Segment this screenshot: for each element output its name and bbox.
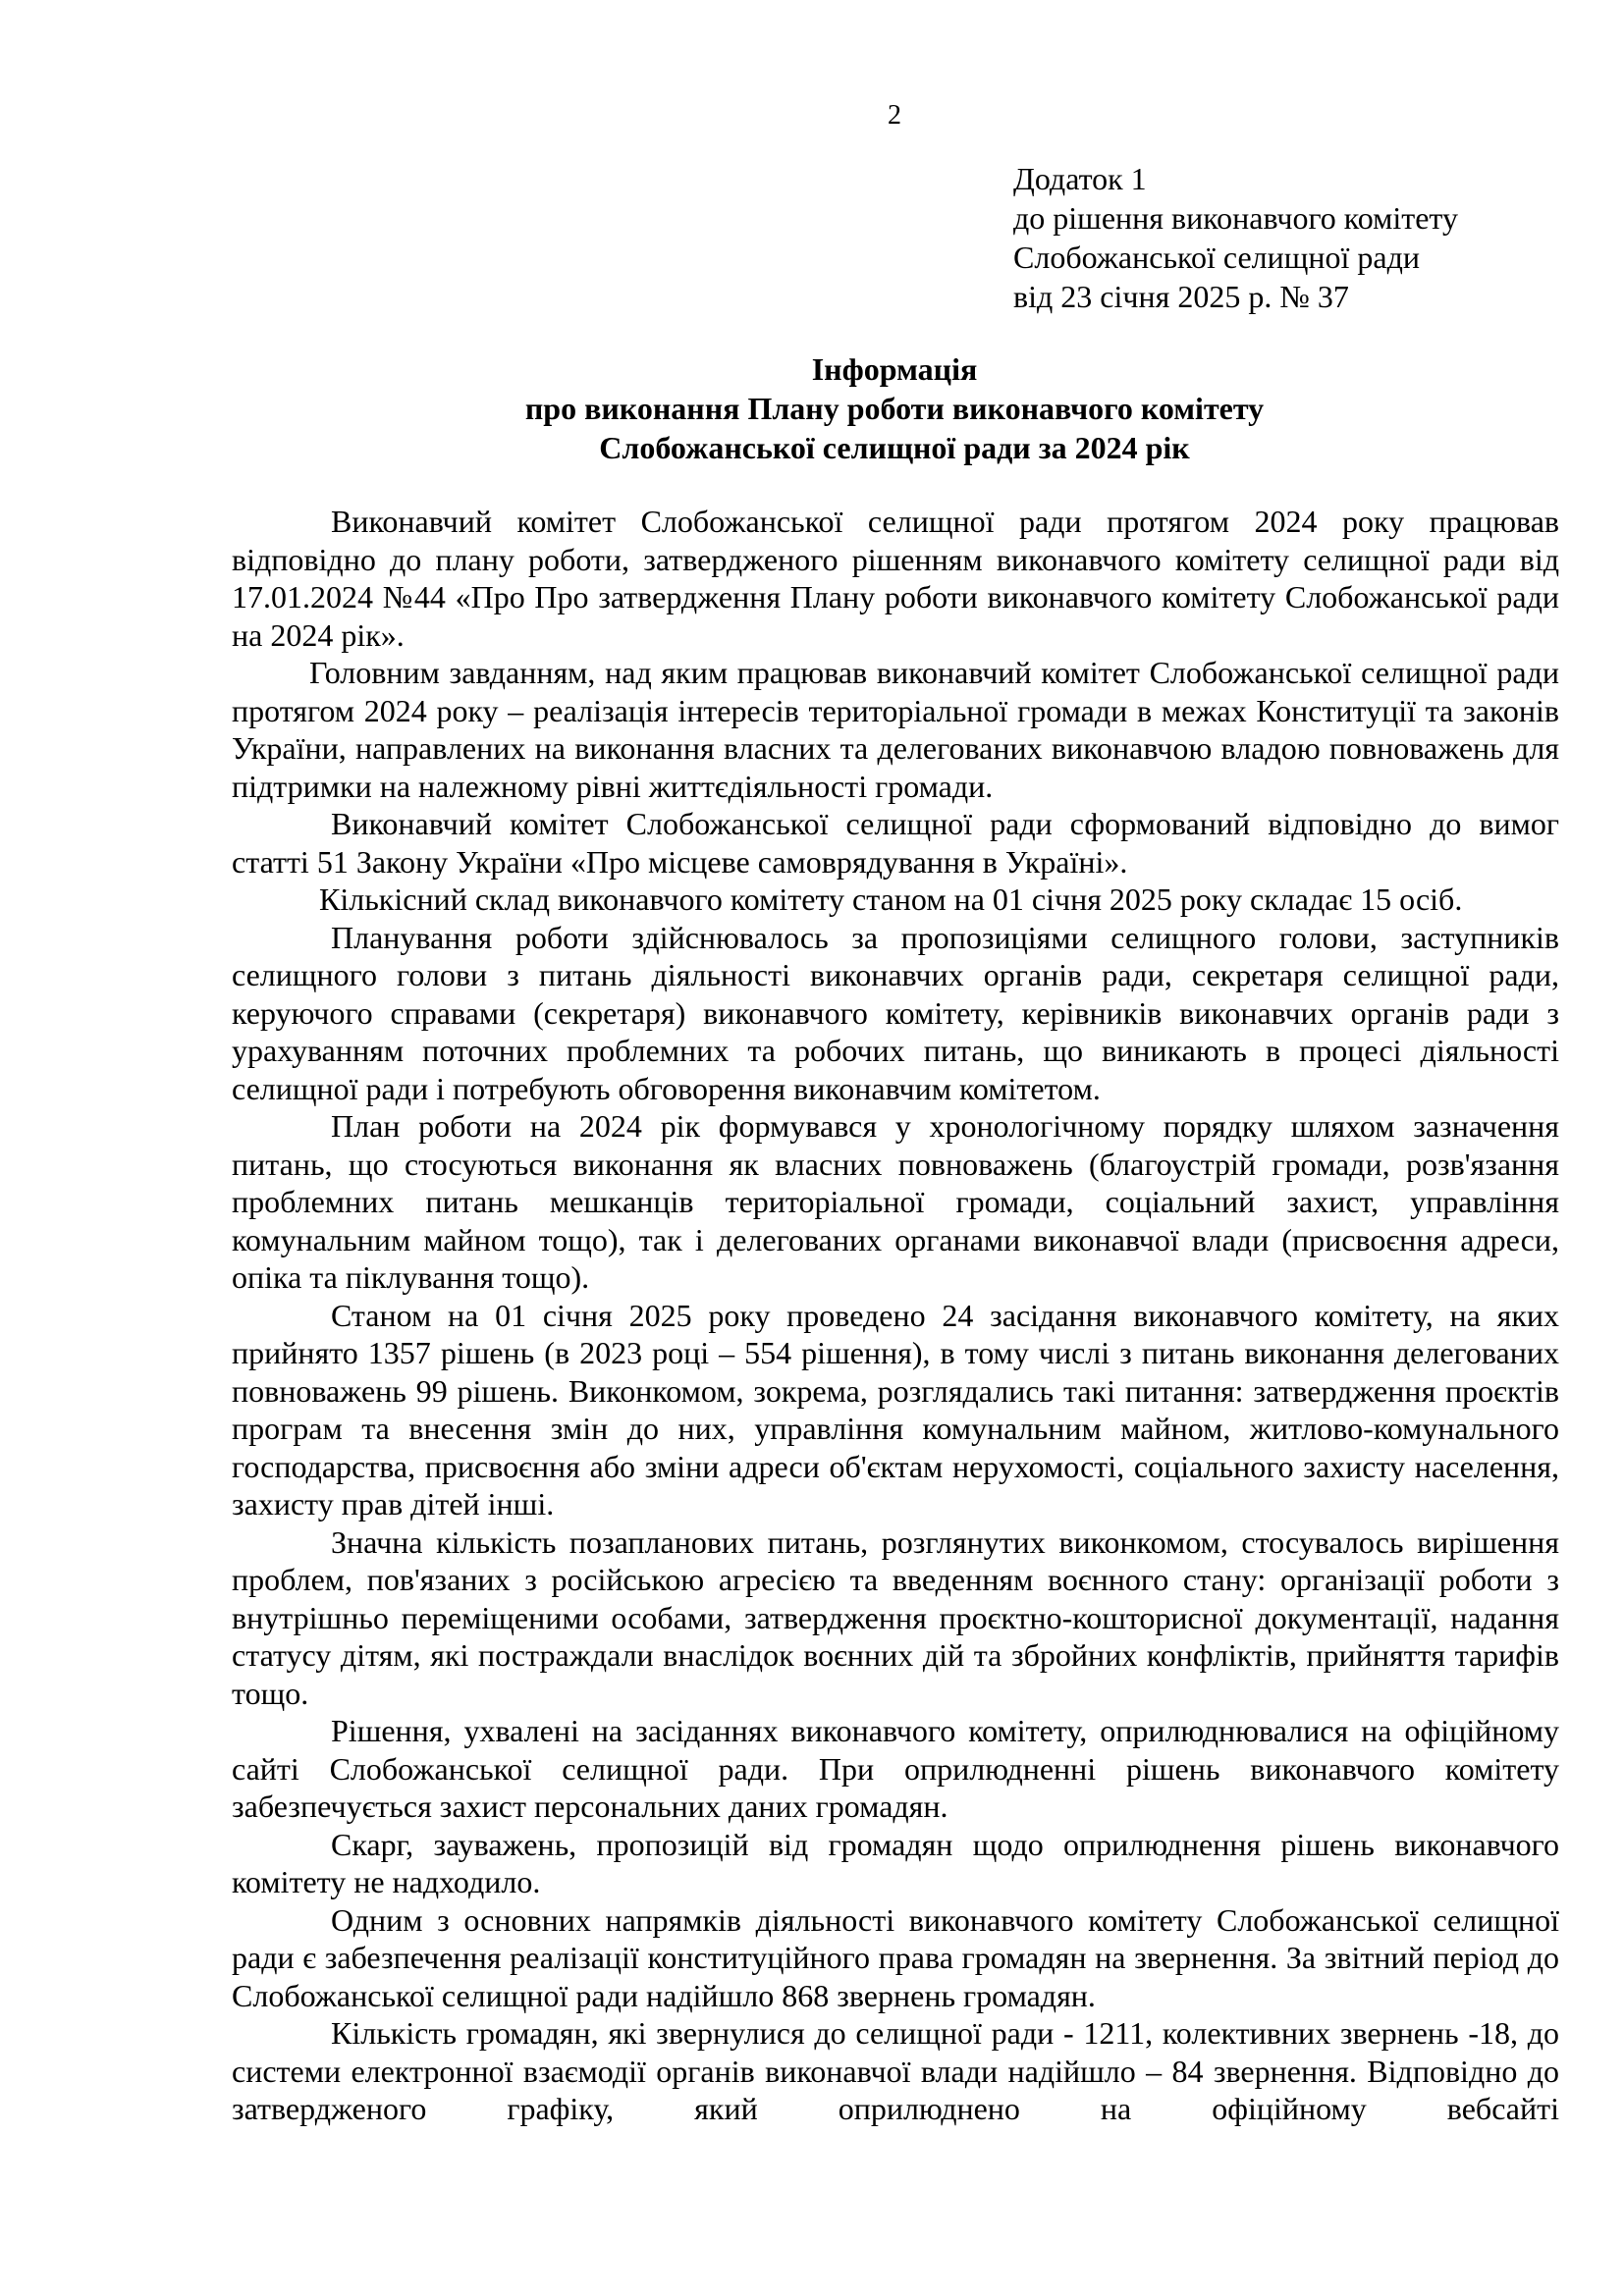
paragraph: Значна кількість позапланових питань, розглянутих виконкомом, стосувалось вирішення проблем, пов'язаних з російською агресією та введенням воєнного стану: організації роботи з внутрішньо переміщеними особами, затвердження проєктно-кошторисної документації, надання статусу дітям, які постраждали внаслідок воєнних дій та збройних конфліктів, прийняття тарифів тощо.	[232, 1523, 1559, 1711]
annex-title: Додаток 1	[1013, 161, 1147, 196]
paragraph: Головним завданням, над яким працював виконавчий комітет Слобожанської селищної ради протягом 2024 року – реалізація інтересів територіальної громади в межах Конституції та законів України, направлених на виконання власних та делегованих виконавчою владою повноважень для підтримки на належному рівні життєдіяльності громади.	[232, 655, 1559, 804]
document-title	[0, 349, 1624, 467]
paragraph: Виконавчий комітет Слобожанської селищної ради сформований відповідно до вимог статті 51 Закону України «Про місцеве самоврядування в Україні».	[232, 806, 1559, 880]
annex-council-line: Слобожанської селищної ради	[1013, 240, 1420, 275]
paragraph: Кількість громадян, які звернулися до селищної ради - 1211, колективних звернень -18, до системи електронної взаємодії органів виконавчої влади надійшло – 84 звернення. Відповідно до затвердженого графіку, який оприлюднено на офіційному вебсайті	[232, 2015, 1559, 2126]
annex-date-line: від 23 січня 2025 р. № 37	[1013, 279, 1349, 314]
page-number: 2	[888, 100, 901, 131]
paragraph: Виконавчий комітет Слобожанської селищної ради протягом 2024 року працював відповідно до плану роботи, затвердженого рішенням виконавчого комітету селищної ради від 17.01.2024 №44 «Про Про затвердження Плану роботи виконавчого комітету Слобожанської ради на 2024 рік».	[232, 504, 1559, 653]
paragraph: Станом на 01 січня 2025 року проведено 24 засідання виконавчого комітету, на яких прийнято 1357 рішень (в 2023 році – 554 рішення), в тому числі з питань виконання делегованих повноважень 99 рішень. Виконкомом, зокрема, розглядались такі питання: затвердження проєктів програм та внесення змін до них, управління комунальним майном, житлово-комунального господарства, присвоєння або зміни адреси об'єктам нерухомості, соціального захисту населення, захисту прав дітей інші.	[232, 1297, 1559, 1522]
paragraph: План роботи на 2024 рік формувався у хронологічному порядку шляхом зазначення питань, що стосуються виконання як власних повноважень (благоустрій громади, розв'язання проблемних питань мешканців територіальної громади, соціальний захист, управління комунальним майном тощо), так і делегованих органами виконавчої влади (присвоєння адреси, опіка та піклування тощо).	[232, 1108, 1559, 1295]
annex-block	[1013, 159, 1458, 316]
paragraph: Скарг, зауважень, пропозицій від громадян щодо оприлюднення рішень виконавчого комітету не надходило.	[232, 1826, 1559, 1899]
title-line-2: про виконання Плану роботи виконавчого комітету	[524, 391, 1265, 426]
paragraph: Рішення, ухвалені на засіданнях виконавчого комітету, оприлюднювалися на офіційному сайті Слобожанської селищної ради. При оприлюдненні рішень виконавчого комітету забезпечується захист персональних даних громадян.	[232, 1713, 1559, 1824]
title-line-1: Інформація	[811, 351, 978, 387]
paragraph: Планування роботи здійснювалось за пропозиціями селищного голови, заступників селищного голови з питань діяльності виконавчих органів ради, секретаря селищної ради, керуючого справами (секретаря) виконавчого комітету, керівників виконавчих органів ради з урахуванням поточних проблемних та робочих питань, що виникають в процесі діяльності селищної ради і потребують обговорення виконавчим комітетом.	[232, 919, 1559, 1106]
title-line-3: Слобожанської селищної ради за 2024 рік	[599, 430, 1190, 465]
document-body	[232, 503, 1559, 2128]
paragraph: Кількісний склад виконавчого комітету станом на 01 січня 2025 року складає 15 осіб.	[319, 881, 1463, 917]
paragraph: Одним з основних напрямків діяльності виконавчого комітету Слобожанської селищної ради є забезпечення реалізації конституційного права громадян на звернення. За звітний період до Слобожанської селищної ради надійшло 868 звернень громадян.	[232, 1901, 1559, 2013]
annex-decision-line: до рішення виконавчого комітету	[1013, 200, 1458, 236]
